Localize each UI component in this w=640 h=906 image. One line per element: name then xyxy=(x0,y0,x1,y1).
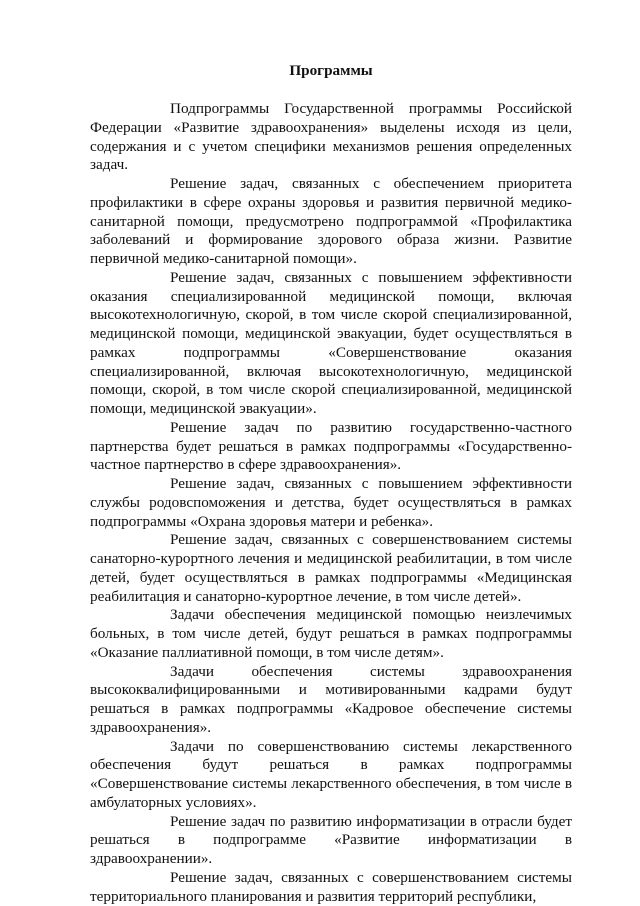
paragraph-2: Решение задач, связанных с обеспечением приоритета профилактики в сфере охраны здоровья и развития первичной медико-санитарной помощи, предусмотрено подпрограммой «Профилактика заболеваний и формирование здорового образа жизни. Развитие первичной медико-санитарной помощи». xyxy=(90,175,572,267)
paragraph-4: Решение задач по развитию государственно-частного партнерства будет решаться в рамках подпрограммы «Государственно-частное партнерство в сфере здравоохранения». xyxy=(90,418,572,474)
paragraph-9: Задачи по совершенствованию системы лекарственного обеспечения будут решаться в рамках подпрограммы «Совершенствование системы лекарственного обеспечения, в том числе в амбулаторных условиях». xyxy=(90,737,572,811)
paragraph-11: Решение задач, связанных с совершенствованием системы территориального планирования и развития территорий республики, xyxy=(90,868,572,905)
paragraph-10: Решение задач по развитию информатизации в отрасли будет решаться в подпрограмме «Развитие информатизации в здравоохранении». xyxy=(90,812,572,867)
paragraph-6: Решение задач, связанных с совершенствованием системы санаторно-курортного лечения и медицинской реабилитации, в том числе детей, будет осуществляться в рамках подпрограммы «Медицинская реабилитация и санаторно-курортное лечение, в том числе детей». xyxy=(90,531,572,605)
paragraph-7: Задачи обеспечения медицинской помощью неизлечимых больных, в том числе детей, будут решаться в рамках подпрограммы «Оказание паллиативной помощи, в том числе детям». xyxy=(90,606,572,661)
paragraph-5: Решение задач, связанных с повышением эффективности службы родовспоможения и детства, будет осуществляться в рамках подпрограммы «Охрана здоровья матери и ребенка». xyxy=(90,475,572,530)
paragraph-3: Решение задач, связанных с повышением эффективности оказания специализированной медицинской помощи, включая высокотехнологичную, скорой, в том числе скорой специализированной, медицинской помощи, медицинской эвакуации, будет осуществляться в рамках подпрограммы «Совершенствование оказания специализированной, включая высокотехнологичную, медицинской помощи, скорой, в том числе скорой специализированной, медицинской помощи, медицинской эвакуации». xyxy=(90,268,572,417)
page-title: Программы xyxy=(289,62,373,79)
document-page xyxy=(90,62,572,906)
paragraph-8: Задачи обеспечения системы здравоохранения высококвалифицированными и мотивированными кадрами будут решаться в рамках подпрограммы «Кадровое обеспечение системы здравоохранения». xyxy=(90,662,572,736)
paragraph-1: Подпрограммы Государственной программы Российской Федерации «Развитие здравоохранения» выделены исходя из цели, содержания и с учетом специфики механизмов решения определенных задач. xyxy=(90,100,572,174)
